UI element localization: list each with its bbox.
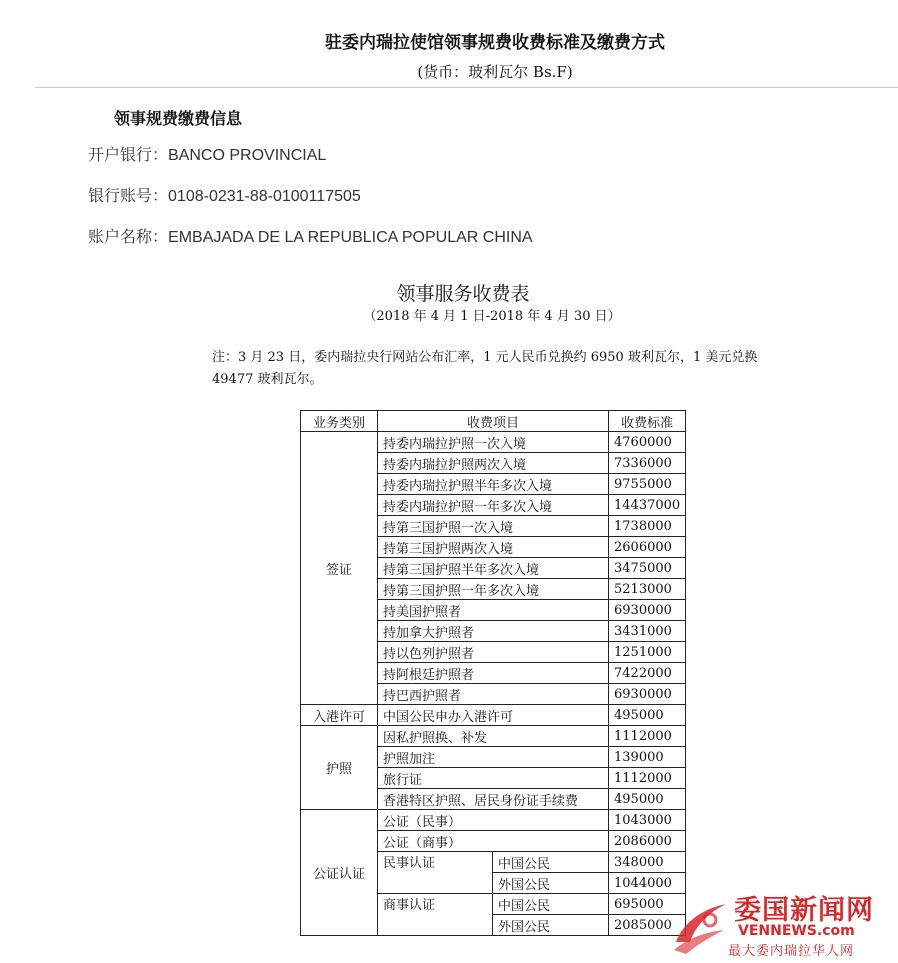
vennews-logo-icon bbox=[666, 890, 734, 958]
fee-value: 14437000 bbox=[609, 495, 686, 516]
header-item: 收费项目 bbox=[378, 411, 609, 432]
watermark bbox=[666, 888, 898, 963]
fee-item: 持委内瑞拉护照两次入境 bbox=[378, 453, 609, 474]
fee-value: 2606000 bbox=[609, 537, 686, 558]
fee-item: 公证（商事） bbox=[378, 831, 609, 852]
header-fee: 收费标准 bbox=[609, 411, 686, 432]
fee-item: 公证（民事） bbox=[378, 810, 609, 831]
account-number-label: 银行账号： bbox=[88, 186, 169, 205]
fee-value: 2086000 bbox=[609, 831, 686, 852]
table-header-row bbox=[301, 411, 686, 432]
fee-item-civil-auth: 民事认证 bbox=[378, 852, 493, 894]
bank-name-label: 开户银行： bbox=[88, 145, 169, 164]
fee-value: 1112000 bbox=[609, 726, 686, 747]
currency-subtitle: (货币：玻利瓦尔 Bs.F) bbox=[417, 63, 573, 81]
category-passport: 护照 bbox=[301, 726, 378, 810]
fee-subitem: 中国公民 bbox=[493, 894, 609, 915]
exchange-rate-note: 注：3 月 23 日，委内瑞拉央行网站公布汇率，1 元人民币兑换约 6950 玻利瓦尔，1 美元兑换 49477 玻利瓦尔。 bbox=[212, 350, 758, 387]
table-row bbox=[301, 810, 686, 831]
fee-value: 495000 bbox=[609, 789, 686, 810]
fee-value: 1044000 bbox=[609, 873, 686, 894]
fee-value: 6930000 bbox=[609, 600, 686, 621]
table-row bbox=[301, 726, 686, 747]
watermark-title: 委国新闻网 bbox=[734, 895, 874, 926]
fee-item: 持第三国护照半年多次入境 bbox=[378, 558, 609, 579]
fee-value: 4760000 bbox=[609, 432, 686, 453]
fee-subitem: 中国公民 bbox=[493, 852, 609, 873]
fee-item-commercial-auth: 商事认证 bbox=[378, 894, 493, 936]
fee-value: 3475000 bbox=[609, 558, 686, 579]
fee-table bbox=[300, 410, 686, 936]
fee-subitem: 外国公民 bbox=[493, 873, 609, 894]
fee-item: 持第三国护照一次入境 bbox=[378, 516, 609, 537]
fee-item: 持第三国护照一年多次入境 bbox=[378, 579, 609, 600]
fee-value: 7422000 bbox=[609, 663, 686, 684]
bank-name-value: BANCO PROVINCIAL bbox=[168, 147, 327, 164]
fee-item: 香港特区护照、居民身份证手续费 bbox=[378, 789, 609, 810]
category-notary: 公证认证 bbox=[301, 810, 378, 936]
fee-value: 139000 bbox=[609, 747, 686, 768]
fee-item: 持委内瑞拉护照半年多次入境 bbox=[378, 474, 609, 495]
fee-value: 1738000 bbox=[609, 516, 686, 537]
account-name-label: 账户名称： bbox=[88, 227, 169, 246]
fee-value: 5213000 bbox=[609, 579, 686, 600]
fee-value: 7336000 bbox=[609, 453, 686, 474]
fee-item: 持巴西护照者 bbox=[378, 684, 609, 705]
fee-item: 持委内瑞拉护照一次入境 bbox=[378, 432, 609, 453]
fee-value: 495000 bbox=[609, 705, 686, 726]
fee-table-title: 领事服务收费表 bbox=[396, 283, 530, 305]
fee-item: 旅行证 bbox=[378, 768, 609, 789]
fee-value: 2085000 bbox=[609, 915, 686, 936]
fee-value: 3431000 bbox=[609, 621, 686, 642]
fee-item: 持美国护照者 bbox=[378, 600, 609, 621]
fee-value: 1043000 bbox=[609, 810, 686, 831]
account-name-row bbox=[88, 224, 533, 247]
header-category: 业务类别 bbox=[301, 411, 378, 432]
fee-value: 1251000 bbox=[609, 642, 686, 663]
fee-value: 348000 bbox=[609, 852, 686, 873]
fee-table-date-range: （2018 年 4 月 1 日-2018 年 4 月 30 日） bbox=[363, 309, 621, 324]
fee-item: 中国公民申办入港许可 bbox=[378, 705, 609, 726]
table-row bbox=[301, 432, 686, 453]
payment-info-heading: 领事规费缴费信息 bbox=[114, 109, 243, 128]
divider bbox=[35, 87, 898, 88]
bank-name-row bbox=[88, 142, 326, 165]
fee-item: 护照加注 bbox=[378, 747, 609, 768]
account-name-value: EMBAJADA DE LA REPUBLICA POPULAR CHINA bbox=[168, 229, 533, 246]
fee-item: 持第三国护照两次入境 bbox=[378, 537, 609, 558]
account-number-value: 0108-0231-88-0100117505 bbox=[168, 188, 361, 205]
fee-item: 持加拿大护照者 bbox=[378, 621, 609, 642]
watermark-url: VENNEWS.com bbox=[738, 923, 855, 939]
fee-item: 因私护照换、补发 bbox=[378, 726, 609, 747]
fee-subitem: 外国公民 bbox=[493, 915, 609, 936]
fee-value: 6930000 bbox=[609, 684, 686, 705]
fee-value: 1112000 bbox=[609, 768, 686, 789]
table-row bbox=[301, 705, 686, 726]
page-title: 驻委内瑞拉使馆领事规费收费标准及缴费方式 bbox=[325, 33, 665, 53]
fee-item: 持阿根廷护照者 bbox=[378, 663, 609, 684]
account-number-row bbox=[88, 183, 361, 206]
category-visa: 签证 bbox=[301, 432, 378, 705]
fee-value: 9755000 bbox=[609, 474, 686, 495]
watermark-slogan: 最大委内瑞拉华人网 bbox=[728, 944, 855, 959]
category-hk-permit: 入港许可 bbox=[301, 705, 378, 726]
fee-item: 持委内瑞拉护照一年多次入境 bbox=[378, 495, 609, 516]
fee-item: 持以色列护照者 bbox=[378, 642, 609, 663]
fee-value: 695000 bbox=[609, 894, 686, 915]
